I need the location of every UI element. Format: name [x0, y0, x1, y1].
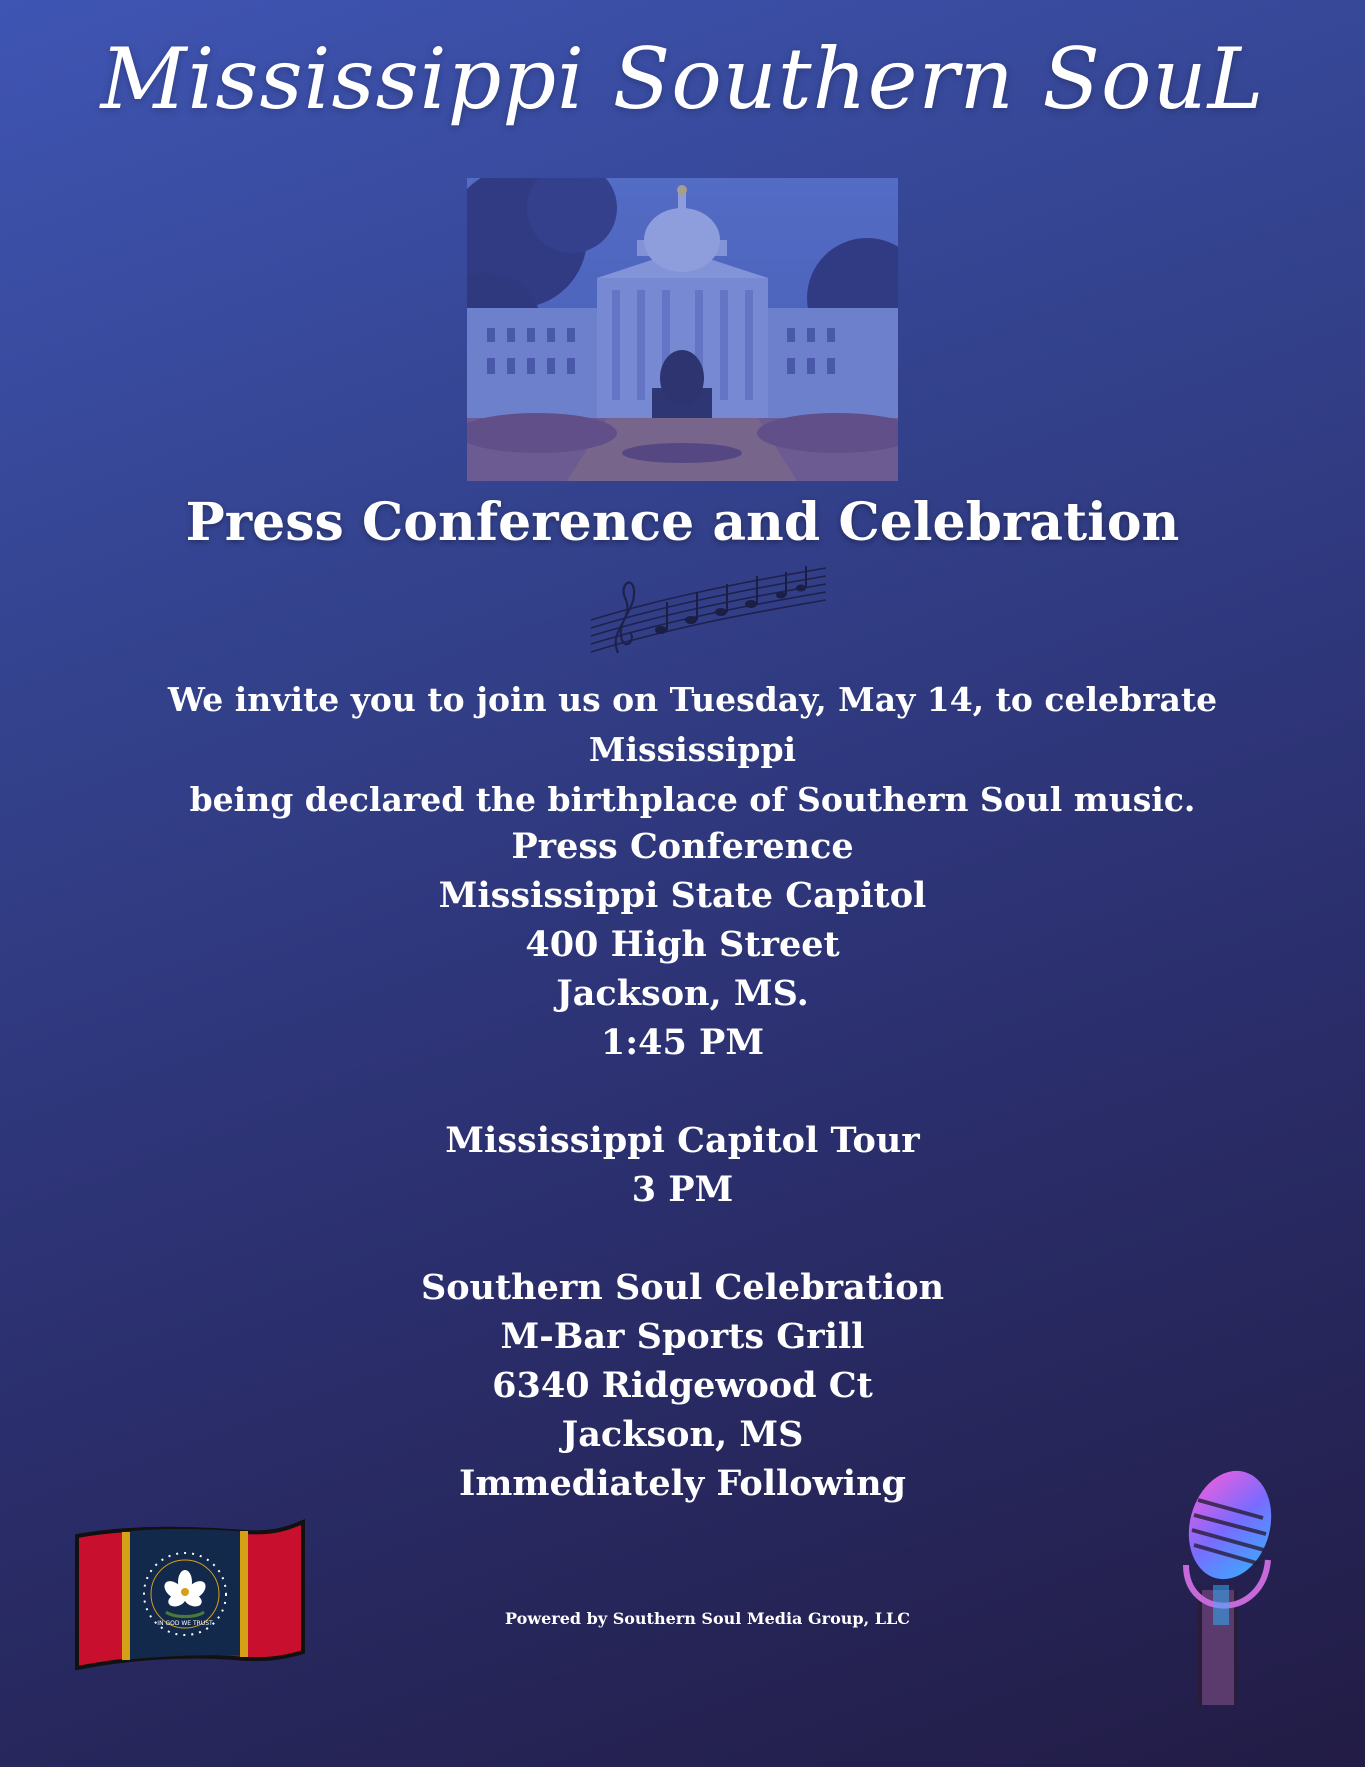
footer-credit: Powered by Southern Soul Media Group, LLC	[505, 1609, 910, 1628]
mississippi-flag-icon	[74, 1518, 306, 1673]
event-headline: Press Conference and Celebration	[185, 492, 1180, 553]
celebration-venue: M-Bar Sports Grill	[500, 1316, 865, 1357]
capitol-tour-details	[0, 1116, 1365, 1214]
flag-seal-text: IN GOD WE TRUST	[157, 1620, 213, 1627]
celebration-heading: Southern Soul Celebration	[420, 1267, 945, 1308]
music-staff-icon	[586, 560, 831, 655]
press-conference-street: 400 High Street	[525, 924, 840, 965]
capitol-tour-time: 3 PM	[631, 1169, 734, 1210]
press-conference-time: 1:45 PM	[600, 1022, 765, 1063]
capitol-illustration	[467, 178, 898, 481]
press-conference-details	[0, 822, 1365, 1067]
capitol-photo	[467, 178, 898, 481]
celebration-city: Jackson, MS	[561, 1414, 804, 1455]
press-conference-venue: Mississippi State Capitol	[438, 875, 927, 916]
invite-line-2: being declared the birthplace of Southern Soul music.	[189, 780, 1196, 819]
celebration-time: Immediately Following	[459, 1463, 906, 1504]
press-conference-heading: Press Conference	[511, 826, 854, 867]
celebration-details	[0, 1263, 1365, 1508]
celebration-street: 6340 Ridgewood Ct	[492, 1365, 873, 1406]
invite-line-1: We invite you to join us on Tuesday, May 14, to celebrate Mississippi	[167, 680, 1218, 769]
poster-title: Mississippi Southern SouL	[100, 30, 1265, 128]
invitation-text	[120, 675, 1265, 825]
microphone-icon	[1168, 1470, 1283, 1705]
press-conference-city: Jackson, MS.	[556, 973, 809, 1014]
capitol-tour-heading: Mississippi Capitol Tour	[445, 1120, 920, 1161]
